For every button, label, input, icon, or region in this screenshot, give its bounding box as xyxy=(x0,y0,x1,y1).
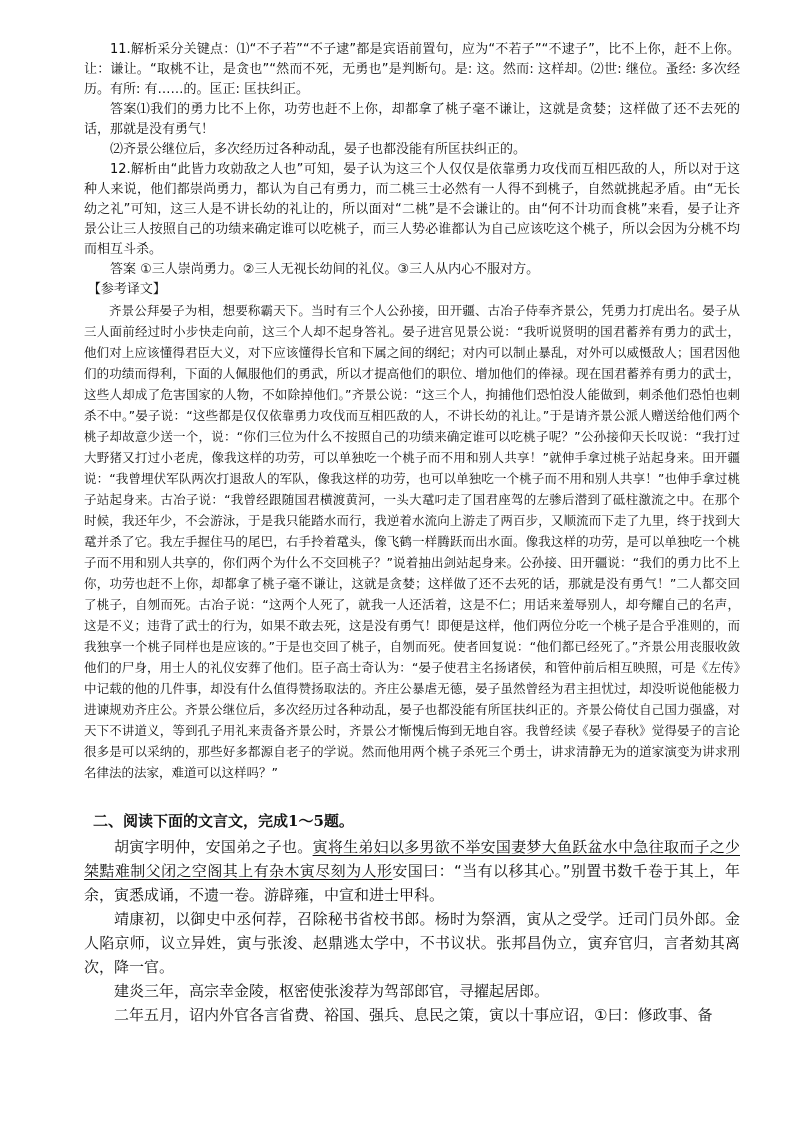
reference-translation-title: 【参考译文】 xyxy=(87,282,166,297)
q11-answer-2: ⑵齐景公继位后，多次经历过各种动乱，晏子也都没能有所匡扶纠正的。 xyxy=(110,142,527,157)
q11-analysis: 11.解析采分关键点：⑴“不子若”“不子逮”都是宾语前置句，应为“不若子”“不逮子”，比不上你，赶不上你。让：谦让。“取桃不让，是贪也”“然而不死，无勇也”是判断句。是: 这。然而: 这样却。⑵世: 继位。蚤经: 多次经历。有所: 有……的。匡正: 匡扶纠正。 xyxy=(84,42,740,97)
passage-p1-start: 胡寅字明仲，安国弟之子也。 xyxy=(114,838,313,856)
q12-answer: 答案 ①三人崇尚勇力。②三人无视长幼间的礼仪。③三人从内心不服对方。 xyxy=(110,262,540,277)
section-2-heading: 二、阅读下面的文言文，完成1～5题。 xyxy=(93,812,354,830)
reference-translation-text: 齐景公拜晏子为相，想要称霸天下。当时有三个人公孙接，田开疆、古冶子侍奉齐景公，凭勇力打虎出名。晏子从三人面前经过时小步快走向前，这三个人却不起身答礼。晏子进宫见景公说：“我听说贤明的国君蓄养有勇力的武士，他们对上应该懂得君臣大义，对下应该懂得长官和下属之间的纲纪；对内可以制止暴乱，对外可以威慑敌人；国君因他们的功绩而得利，下面的人佩服他们的勇武，所以才提高他们的职位、增加他们的俸禄。现在国君蓄养有勇力的武士，这些人却成了危害国家的人物，不如除掉他们。”齐景公说：“这三个人，拘捕他们恐怕没人能做到，刺杀他们恐怕也刺杀不中。”晏子说：“这些都是仅仅依靠勇力攻伐而互相匹敌的人，不讲长幼的礼让。”于是请齐景公派人赠送给他们两个桃子却故意少送一个，说：“你们三位为什么不按照自己的功绩来确定谁可以吃桃子呢？”公孙接仰天长叹说：“我打过大野猪又打过小老虎，像我这样的功劳，可以单独吃一个桃子而不用和别人共享！”就伸手拿过桃子站起身来。田开疆说：“我曾埋伏军队两次打退敌人的军队，像我这样的功劳，也可以单独吃一个桃子而不用和别人共享！”也伸手拿过桃子站起身来。古冶子说：“我曾经跟随国君横渡黄河，一头大鼋叼走了国君座驾的左骖后潜到了砥柱激流之中。在那个时候，我还年少，不会游泳，于是我只能踏水而行，我逆着水流向上游走了两百步，又顺流而下走了九里，终于找到大鼋并杀了它。我左手握住马的尾巴，右手拎着鼋头，像飞鹤一样腾跃而出水面。像我这样的功劳，是可以单独吃一个桃子而不用和别人共享的，你们两个为什么不交回桃子？”说着抽出剑站起身来。公孙接、田开疆说：“我们的勇力比不上你，功劳也赶不上你，却都拿了桃子毫不谦让，这就是贪婪；这样做了还不去死的话，那就是没有勇气！”二人都交回了桃子，自刎而死。古冶子说：“这两个人死了，就我一人还活着，这是不仁；用话来羞辱别人，却夸耀自己的名声，这是不义；违背了武士的行为，如果不敢去死，这是没有勇气！即便是这样，他们两位分吃一个桃子是合乎准则的，而我独享一个桃子同样也是应该的。”于是也交回了桃子，自刎而死。使者回复说：“他们都已经死了。”齐景公用丧服收敛他们的尸身，用士人的礼仪安葬了他们。臣子高士奇认为：“晏子使君主名扬诸侯，和管仲前后相互映照，可是《左传》中记载的他的几件事，却没有什么值得赞扬取法的。齐庄公暴虐无德，晏子虽然曾经为君主担忧过，却没听说他能极力进谏规劝齐庄公。齐景公继位后，多次经历过各种动乱，晏子也都没能有所匡扶纠正的。齐景公倚仗自己国力强盛，对天下不讲道义，等到孔子用礼来责备齐景公时，齐景公才惭愧后悔到无地自容。我曾经读《晏子春秋》觉得晏子的言论很多是可以采纳的，那些好多都源自老子的学说。然而他用两个桃子杀死三个勇士，讲求清静无为的道家演变为讲求刑名律法的法家，难道可以这样吗？” xyxy=(84,303,740,780)
q11-answer-1: 答案⑴我们的勇力比不上你，功劳也赶不上你，却都拿了桃子毫不谦让，这就是贪婪；这样做了还不去死的话，那就是没有勇气！ xyxy=(84,102,740,137)
passage-paragraph-4: 二年五月，诏内外官各言省费、裕国、强兵、息民之策，寅以十事应诏，①曰：修政事、备 xyxy=(114,1006,713,1024)
passage-paragraph-2: 靖康初，以御史中丞何荐，召除秘书省校书郎。杨时为祭酒，寅从之受学。迁司门员外郎。金人陷京师，议立异姓，寅与张浚、赵鼎逃太学中，不书议状。张邦昌伪立，寅弃官归，言者劾其离次，降一官。 xyxy=(84,910,740,976)
underlined-translation-sentence: 寅将生弟妇以多男欲不举安国妻梦大鱼跃盆水中急往取而子之少桀黠难制父闭之空阁其上有杂木寅尽刻为人形 xyxy=(84,838,740,880)
passage-paragraph-1 xyxy=(84,835,740,907)
q12-analysis: 12.解析由“此皆力攻勍敌之人也”可知，晏子认为这三个人仅仅是依靠勇力攻伐而互相匹敌的人，所以对于这种人来说，他们都崇尚勇力，都认为自己有勇力，而二桃三士必然有一人得不到桃子，自然就挑起矛盾。由“无长幼之礼”可知，这三人是不讲长幼的礼让的，所以面对“二桃”是不会谦让的。由“何不计功而食桃”来看，晏子让齐景公让三人按照自己的功绩来确定谁可以吃桃子，而三人势必谁都认为自己应该吃这个桃子，所以会因为分桃不均而相互斗杀。 xyxy=(84,162,740,257)
passage-paragraph-3: 建炎三年，高宗幸金陵，枢密使张浚荐为驾部郎官，寻擢起居郎。 xyxy=(114,982,550,1000)
passage-p1-end: 安国曰：“当有以移其心。”别置书数千卷于其上，年余，寅悉成诵，不遗一卷。游辟雍，中宣和进士甲科。 xyxy=(84,862,740,904)
document-page xyxy=(84,40,740,1027)
